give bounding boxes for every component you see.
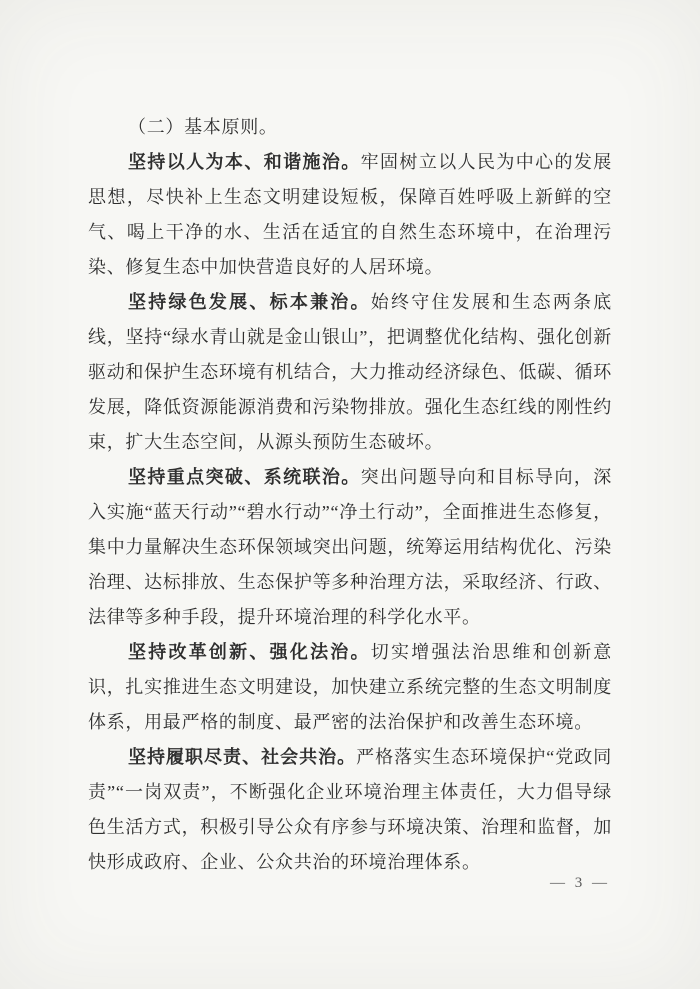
paragraph-lead: 坚持履职尽责、社会共治。	[128, 747, 357, 767]
section-heading: （二）基本原则。	[128, 117, 278, 137]
paragraph	[88, 145, 612, 285]
paragraph-lead: 坚持以人为本、和谐施治。	[128, 152, 361, 172]
paragraph-text: 切实增强法治思维和创新意识，扎实推进生态文明建设，加快建立系统完整的生态文明制度体系，用最严格的制度、最严密的法治保护和改善生态环境。	[88, 642, 612, 732]
paragraph-text: 严格落实生态环境保护“党政同责”“一岗双责”，不断强化企业环境治理主体责任，大力倡导绿色生活方式，积极引导公众有序参与环境决策、治理和监督，加快形成政府、企业、公众共治的环境治理体系。	[88, 747, 612, 872]
paragraph	[88, 740, 612, 880]
paragraph-text: 始终守住发展和生态两条底线，坚持“绿水青山就是金山银山”，把调整优化结构、强化创新驱动和保护生态环境有机结合，大力推动经济绿色、低碳、循环发展，降低资源能源消费和污染物排放。强化生态红线的刚性约束，扩大生态空间，从源头预防生态破坏。	[88, 292, 612, 452]
paragraph-lead: 坚持绿色发展、标本兼治。	[128, 292, 371, 312]
paragraph	[88, 460, 612, 635]
paragraph	[88, 285, 612, 460]
paragraph-lead: 坚持重点突破、系统联治。	[128, 467, 361, 487]
page-number: — 3 —	[550, 875, 610, 891]
paragraph-text: 牢固树立以人民为中心的发展思想，尽快补上生态文明建设短板，保障百姓呼吸上新鲜的空气、喝上干净的水、生活在适宜的自然生态环境中，在治理污染、修复生态中加快营造良好的人居环境。	[88, 152, 612, 277]
paragraph-text: 突出问题导向和目标导向，深入实施“蓝天行动”“碧水行动”“净土行动”，全面推进生态修复，集中力量解决生态环保领域突出问题，统筹运用结构优化、污染治理、达标排放、生态保护等多种治理方法，采取经济、行政、法律等多种手段，提升环境治理的科学化水平。	[88, 467, 612, 627]
paragraph	[88, 635, 612, 740]
document-body	[88, 110, 612, 880]
paragraph-lead: 坚持改革创新、强化法治。	[128, 642, 371, 662]
